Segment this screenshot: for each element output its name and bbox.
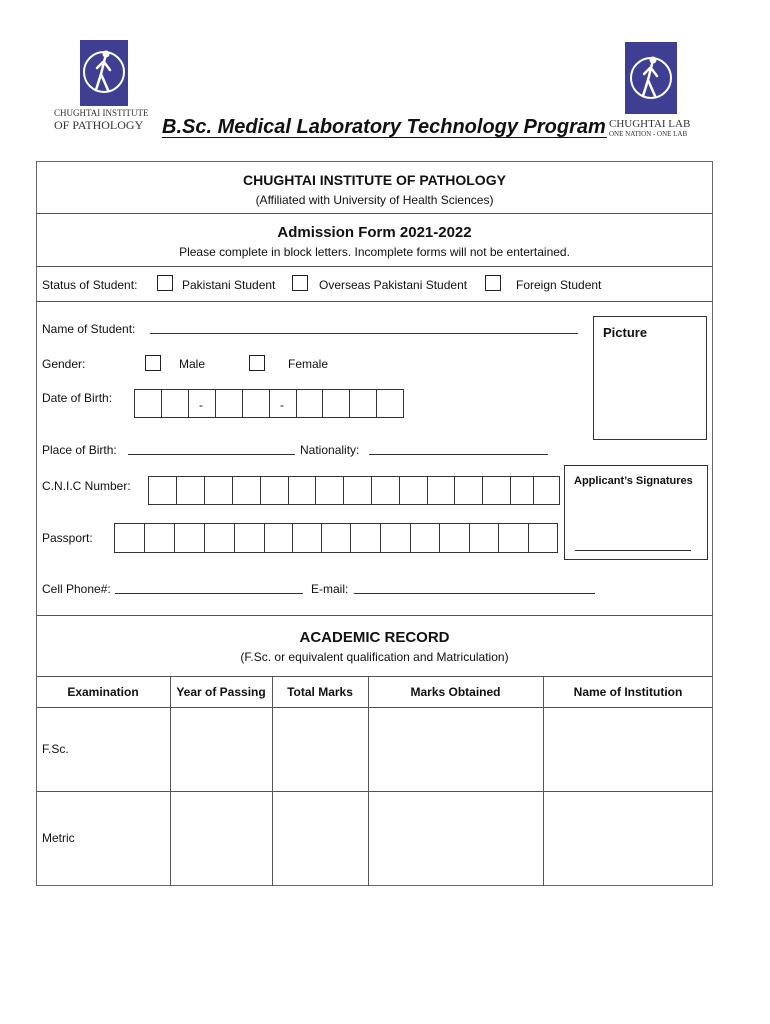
name-label: Name of Student:: [42, 322, 136, 336]
column-header: Year of Passing: [176, 685, 266, 699]
male-checkbox[interactable]: [145, 355, 161, 371]
walking-figure-icon: [80, 40, 128, 106]
column-header: Examination: [67, 685, 139, 699]
cell-phone-field[interactable]: [115, 593, 303, 594]
email-field[interactable]: [354, 593, 595, 594]
picture-label: Picture: [603, 325, 648, 340]
institute-name: CHUGHTAI INSTITUTE OF PATHOLOGY: [243, 172, 506, 188]
table-row: Metric: [42, 831, 75, 845]
column-header: Total Marks: [287, 685, 353, 699]
female-label: Female: [288, 357, 329, 371]
foreign-student-label: Foreign Student: [516, 278, 602, 292]
email-label: E-mail:: [311, 582, 349, 596]
walking-figure-icon: [625, 42, 677, 114]
academic-subtitle: (F.Sc. or equivalent qualification and Matriculation): [240, 650, 509, 664]
foreign-student-checkbox[interactable]: [485, 275, 501, 291]
column-header: Name of Institution: [573, 685, 683, 699]
nationality-field[interactable]: [369, 454, 548, 455]
signature-line: [575, 550, 691, 551]
program-title-underline: [162, 137, 607, 138]
signature-label: Applicant’s Signatures: [574, 475, 693, 487]
affiliation-text: (Affiliated with University of Health Sciences): [255, 193, 494, 207]
form-title: Admission Form 2021-2022: [277, 224, 472, 241]
passport-label: Passport:: [42, 531, 93, 545]
name-field[interactable]: [150, 333, 578, 334]
overseas-student-label: Overseas Pakistani Student: [319, 278, 468, 292]
place-of-birth-field[interactable]: [128, 454, 295, 455]
dob-separator: -: [280, 398, 284, 412]
overseas-student-checkbox[interactable]: [292, 275, 308, 291]
dob-separator: -: [199, 398, 203, 412]
instructions-text: Please complete in block letters. Incomplete forms will not be entertained.: [179, 245, 570, 259]
nationality-label: Nationality:: [300, 443, 360, 457]
gender-label: Gender:: [42, 357, 86, 371]
female-checkbox[interactable]: [249, 355, 265, 371]
male-label: Male: [179, 357, 206, 371]
pakistani-student-label: Pakistani Student: [182, 278, 276, 292]
logo-left-line2: OF PATHOLOGY: [54, 118, 144, 132]
cnic-label: C.N.I.C Number:: [42, 479, 131, 493]
logo-left-line1: CHUGHTAI INSTITUTE: [54, 108, 149, 118]
dob-label: Date of Birth:: [42, 391, 113, 405]
place-of-birth-label: Place of Birth:: [42, 443, 117, 457]
cell-phone-label: Cell Phone#:: [42, 582, 111, 596]
table-row: F.Sc.: [42, 742, 69, 756]
status-label: Status of Student:: [42, 278, 138, 292]
logo-right-line1: CHUGHTAI LAB: [609, 118, 691, 130]
academic-title: ACADEMIC RECORD: [299, 629, 450, 646]
pakistani-student-checkbox[interactable]: [157, 275, 173, 291]
column-header: Marks Obtained: [410, 685, 501, 699]
program-title: B.Sc. Medical Laboratory Technology Program: [162, 116, 606, 138]
logo-right-line2: ONE NATION - ONE LAB: [609, 130, 688, 138]
